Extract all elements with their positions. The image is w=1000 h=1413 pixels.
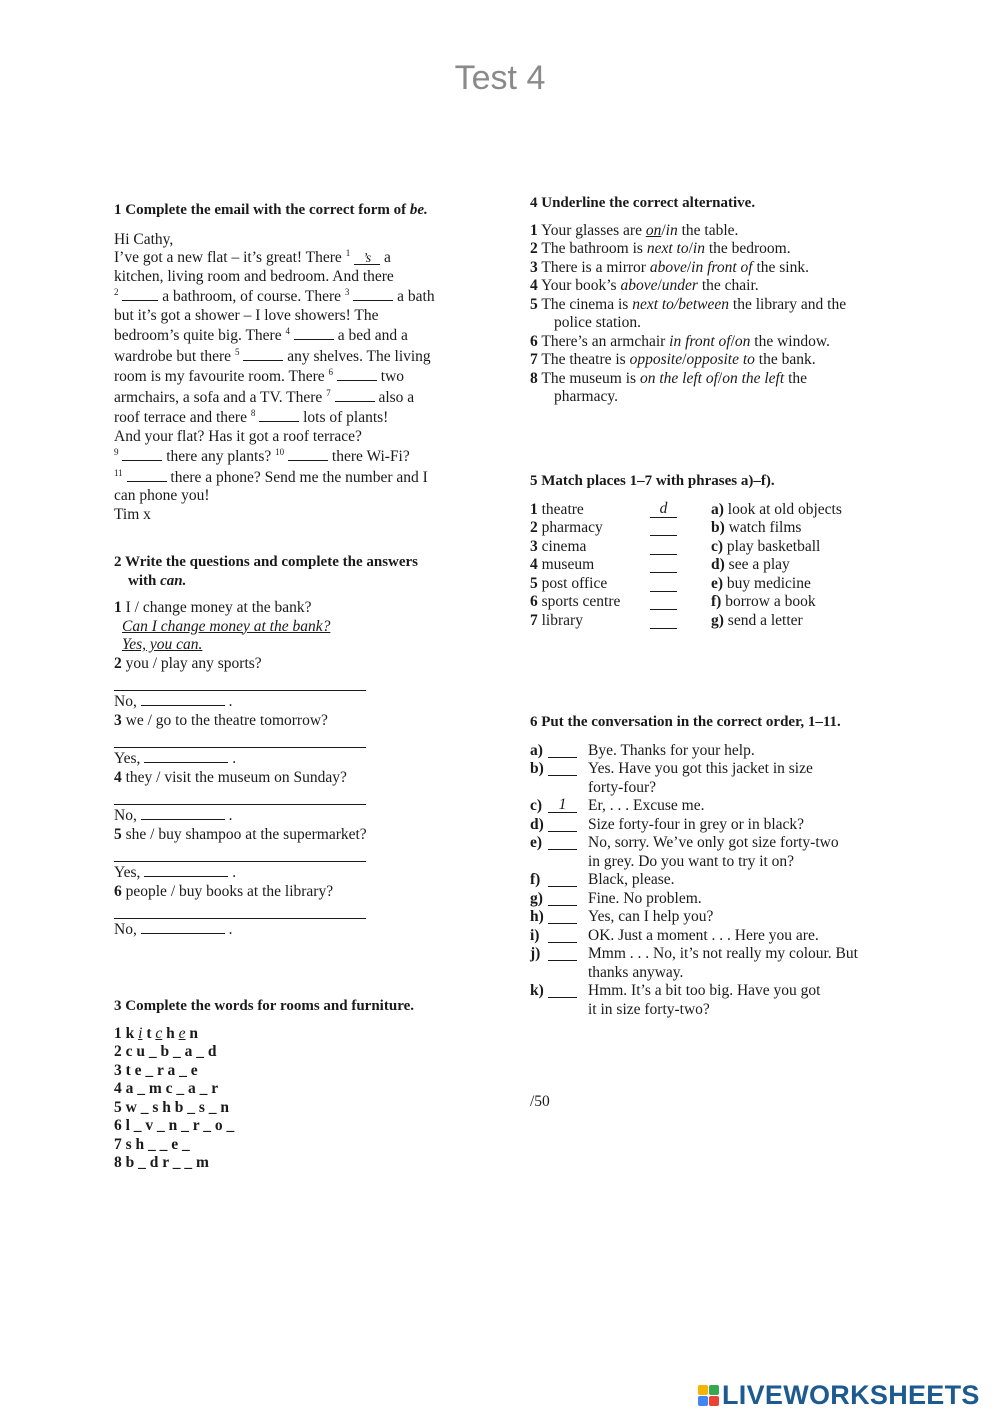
section-3-heading: 3 Complete the words for rooms and furniture. — [114, 998, 414, 1014]
conversation-line: Er, . . . Excuse me. — [588, 797, 705, 814]
phrase-label: a) look at old objects — [711, 500, 842, 518]
email-line: I’ve got a new flat – it’s great! There $^1$ ’s a — [114, 247, 391, 266]
conversation-line: Mmm . . . No, it’s not really my colour. But thanks anyway. — [588, 945, 858, 981]
word-1-letter[interactable]: i — [138, 1024, 143, 1042]
order-slot: c) 1 — [530, 797, 588, 816]
email-line: bedroom’s quite big. There $^4$ a bed and a — [114, 325, 408, 344]
order-input[interactable] — [548, 890, 577, 906]
order-input[interactable]: 1 — [548, 797, 577, 813]
question-item: 2 you / play any sports? — [114, 654, 262, 672]
email-line: roof terrace and there $^8$ lots of plants! — [114, 407, 389, 426]
conversation-row — [530, 927, 900, 946]
order-slot: i) — [530, 927, 588, 946]
word-item[interactable]: 5 w _ s h b _ s _ n — [114, 1098, 229, 1116]
conversation-line: Fine. No problem. — [588, 889, 702, 907]
order-slot: g) — [530, 890, 588, 909]
item-text: the — [788, 369, 807, 387]
answer-6-input[interactable] — [141, 919, 225, 934]
word-1-letter[interactable]: c — [155, 1024, 163, 1042]
word-item[interactable]: 2 c u _ b _ a _ d — [114, 1043, 217, 1060]
item-text: Your glasses are — [541, 221, 642, 239]
word-item[interactable]: 7 s h _ _ e _ — [114, 1135, 190, 1153]
alternative-item — [530, 222, 900, 241]
answer-4-input[interactable] — [141, 805, 225, 820]
alternative-item — [530, 351, 900, 370]
total-score: /50 — [530, 1093, 550, 1110]
question-4-input[interactable] — [114, 787, 366, 805]
email-signature: Tim x — [114, 505, 151, 523]
answer-line: No, . — [114, 921, 233, 938]
word-item: 1 k i t c h e n — [114, 1024, 199, 1042]
phrase-label: b) watch films — [711, 519, 802, 536]
conversation-line: Black, please. — [588, 871, 675, 888]
option-separator: / — [657, 277, 662, 294]
option-separator: / — [686, 258, 692, 276]
conversation-line: No, sorry. We’ve only got size forty-two in grey. Do you want to try it on? — [588, 834, 839, 870]
order-slot: d) — [530, 816, 588, 835]
order-slot: b) — [530, 760, 588, 797]
gap-9[interactable] — [122, 446, 162, 461]
question-item: 5 she / buy shampoo at the supermarket? — [114, 825, 367, 843]
alternative-item — [530, 277, 900, 296]
alternative-item — [530, 296, 900, 315]
item-text: There’s an armchair — [541, 332, 666, 350]
item-text: the bedroom. — [708, 240, 791, 257]
gap-5[interactable] — [243, 346, 283, 361]
conversation-row — [530, 982, 900, 1019]
order-input[interactable] — [548, 760, 577, 776]
item-text: Your book’s — [541, 277, 617, 294]
email-line: kitchen, living room and bedroom. And there — [114, 267, 394, 285]
match-answer-input[interactable] — [650, 519, 677, 536]
item-text: The cinema is — [541, 295, 629, 313]
item-number: 6 — [530, 332, 538, 350]
phrase-label: g) send a letter — [711, 611, 803, 629]
email-line: but it’s got a shower – I love showers! The — [114, 306, 379, 324]
item-continuation: police station. — [554, 314, 641, 331]
item-text: the window. — [754, 332, 830, 350]
item-text: the library and the — [732, 295, 847, 313]
email-line: Hi Cathy, — [114, 230, 174, 248]
option-2[interactable]: under — [661, 277, 698, 294]
place-label: 6 sports centre — [530, 593, 621, 610]
brand-name: LIVEWORKSHEETS — [722, 1379, 980, 1410]
email-line: can phone you! — [114, 487, 210, 504]
option-2[interactable]: on — [734, 332, 751, 350]
conversation-line: Yes, can I help you? — [588, 908, 714, 925]
option-1[interactable]: on the left of — [639, 369, 718, 387]
phrase-label: f) borrow a book — [711, 593, 816, 610]
match-row — [530, 612, 900, 631]
example-question: Can I change money at the bank? — [122, 617, 331, 635]
conversation-row — [530, 816, 900, 835]
page-title: Test 4 — [454, 59, 546, 97]
item-text: the chair. — [701, 277, 759, 294]
question-item: 1 I / change money at the bank? — [114, 599, 312, 616]
conversation-row — [530, 871, 900, 890]
section-2-heading-line2: with can. — [128, 572, 187, 589]
item-text: There is a mirror — [541, 258, 646, 276]
question-item: 3 we / go to the theatre tomorrow? — [114, 711, 328, 729]
answer-line: Yes, . — [114, 864, 237, 881]
liveworksheets-logo — [698, 1380, 980, 1410]
answer-line: No, . — [114, 693, 233, 710]
gap-3[interactable] — [353, 286, 393, 301]
conversation-row — [530, 760, 900, 797]
order-input[interactable] — [548, 871, 577, 887]
order-slot: e) — [530, 834, 588, 871]
match-answer-input[interactable] — [650, 575, 677, 592]
answer-line: Yes, . — [114, 750, 237, 767]
option-2[interactable]: in — [665, 221, 678, 239]
match-row — [530, 593, 900, 612]
conversation-line: Size forty-four in grey or in black? — [588, 815, 805, 833]
match-answer-input[interactable] — [650, 612, 677, 629]
conversation-row — [530, 797, 900, 816]
match-row — [530, 538, 900, 557]
word-1-letter[interactable]: e — [178, 1024, 186, 1042]
item-number: 7 — [530, 351, 538, 368]
order-input[interactable] — [548, 816, 577, 832]
phrase-label: e) buy medicine — [711, 574, 811, 592]
section-4-heading: 4 Underline the correct alternative. — [530, 195, 756, 211]
match-row — [530, 575, 900, 594]
question-5-input[interactable] — [114, 844, 366, 862]
word-item[interactable]: 8 b _ d r _ _ m — [114, 1154, 209, 1171]
option-separator: / — [661, 221, 666, 239]
word-item[interactable]: 3 t e _ r a _ e — [114, 1061, 198, 1079]
gap-10[interactable] — [288, 446, 328, 461]
match-row — [530, 519, 900, 538]
gap-1-answer[interactable]: ’s — [354, 250, 380, 265]
conversation-row — [530, 834, 900, 871]
item-number: 5 — [530, 295, 538, 313]
phrase-label: c) play basketball — [711, 537, 821, 555]
conversation-row — [530, 945, 900, 982]
match-row — [530, 556, 900, 575]
option-2[interactable]: on the left — [722, 369, 785, 387]
item-text: The theatre is — [541, 351, 626, 368]
question-item: 6 people / buy books at the library? — [114, 882, 334, 900]
question-6-input[interactable] — [114, 901, 366, 919]
alternative-item — [530, 259, 900, 278]
question-item: 4 they / visit the museum on Sunday? — [114, 768, 347, 786]
order-input[interactable] — [548, 908, 577, 924]
match-answer-input[interactable] — [650, 556, 677, 573]
email-line: wardrobe but there $^5$ any shelves. The living — [114, 346, 431, 365]
section-6 — [530, 713, 900, 1019]
order-input[interactable] — [548, 742, 577, 758]
item-text: the sink. — [756, 258, 809, 276]
option-2[interactable]: in — [692, 240, 705, 257]
answer-3-input[interactable] — [144, 748, 228, 763]
match-answer-input[interactable] — [650, 593, 677, 610]
phrase-label: d) see a play — [711, 556, 790, 573]
place-label: 7 library — [530, 611, 583, 629]
section-3 — [114, 997, 474, 1173]
option-1[interactable]: in front of — [669, 332, 731, 350]
answer-2-input[interactable] — [141, 691, 225, 706]
email-line: And your flat? Has it got a roof terrace? — [114, 427, 362, 445]
email-line: $^{11}$ there a phone? Send me the number and I — [114, 467, 428, 486]
section-1-heading: 1 Complete the email with the correct form of be. — [114, 202, 428, 218]
word-item[interactable]: 4 a _ m c _ a _ r — [114, 1080, 219, 1097]
section-1 — [114, 201, 474, 524]
item-number: 2 — [530, 240, 538, 257]
order-input[interactable] — [548, 982, 577, 998]
place-label: 4 museum — [530, 556, 595, 573]
order-input[interactable] — [548, 945, 577, 961]
alternative-item — [530, 333, 900, 352]
place-label: 3 cinema — [530, 537, 587, 555]
item-number: 1 — [530, 221, 538, 239]
alternative-item — [530, 240, 900, 259]
section-2-heading: 2 Write the questions and complete the answers — [114, 554, 419, 570]
conversation-row — [530, 908, 900, 927]
section-5 — [530, 472, 900, 630]
item-number: 8 — [530, 369, 538, 387]
item-number: 3 — [530, 258, 538, 276]
gap-7[interactable] — [335, 387, 375, 402]
option-1[interactable]: above — [620, 277, 658, 294]
gap-11[interactable] — [127, 467, 167, 482]
gap-6[interactable] — [337, 366, 377, 381]
email-line: room is my favourite room. There $^6$ two — [114, 366, 405, 385]
example-answer: Yes, you can. — [122, 636, 203, 653]
section-2 — [114, 553, 474, 940]
gap-2[interactable] — [122, 286, 158, 301]
order-slot: a) — [530, 742, 588, 761]
email-line: $^2$ a bathroom, of course. There $^3$ a bath — [114, 286, 435, 305]
email-line: armchairs, a sofa and a TV. There $^7$ also a — [114, 387, 415, 406]
option-1[interactable]: next to/between — [632, 295, 730, 313]
conversation-line: Bye. Thanks for your help. — [588, 741, 755, 759]
option-separator: / — [717, 369, 723, 387]
conversation-line: OK. Just a moment . . . Here you are. — [588, 926, 819, 944]
email-line: $^9$ there any plants? $^{10}$ there Wi-Fi? — [114, 446, 410, 465]
section-4 — [530, 194, 900, 407]
gap-8[interactable] — [259, 407, 299, 422]
alternative-item — [530, 370, 900, 389]
option-1[interactable]: on — [645, 221, 662, 239]
order-slot: j) — [530, 945, 588, 982]
word-item[interactable]: 6 l _ v _ n _ r _ o _ — [114, 1117, 235, 1134]
answer-5-input[interactable] — [144, 862, 228, 877]
match-answer-input[interactable]: d — [650, 501, 677, 518]
item-text: The bathroom is — [541, 240, 643, 257]
item-text: the table. — [681, 221, 739, 239]
place-label: 2 pharmacy — [530, 519, 603, 536]
item-text: The museum is — [541, 369, 637, 387]
order-slot: k) — [530, 982, 588, 1019]
section-5-heading: 5 Match places 1–7 with phrases a)–f). — [530, 473, 775, 489]
option-1[interactable]: opposite — [629, 351, 683, 368]
place-label: 1 theatre — [530, 500, 584, 518]
option-separator: / — [730, 332, 735, 350]
place-label: 5 post office — [530, 574, 608, 592]
option-separator: / — [688, 240, 693, 257]
section-6-heading: 6 Put the conversation in the correct order, 1–11. — [530, 714, 841, 730]
option-2[interactable]: opposite to — [686, 351, 755, 368]
option-1[interactable]: next to — [646, 240, 689, 257]
item-text: the bank. — [758, 351, 816, 368]
order-input[interactable] — [548, 834, 577, 850]
logo-mark-icon — [698, 1385, 719, 1406]
option-separator: / — [682, 351, 687, 368]
question-2-input[interactable] — [114, 673, 366, 691]
item-number: 4 — [530, 277, 538, 294]
conversation-line: Yes. Have you got this jacket in size forty-four? — [588, 760, 813, 796]
order-input[interactable] — [548, 927, 577, 943]
conversation-line: Hmm. It’s a bit too big. Have you got it in size forty-two? — [588, 982, 821, 1018]
option-2[interactable]: in front of — [691, 258, 753, 276]
answer-line: No, . — [114, 807, 233, 824]
match-answer-input[interactable] — [650, 538, 677, 555]
match-row — [530, 501, 900, 520]
conversation-row — [530, 742, 900, 761]
item-continuation: pharmacy. — [554, 388, 618, 405]
order-slot: f) — [530, 871, 588, 890]
conversation-row — [530, 890, 900, 909]
option-1[interactable]: above — [649, 258, 687, 276]
order-slot: h) — [530, 908, 588, 927]
question-3-input[interactable] — [114, 730, 366, 748]
gap-4[interactable] — [294, 325, 334, 340]
